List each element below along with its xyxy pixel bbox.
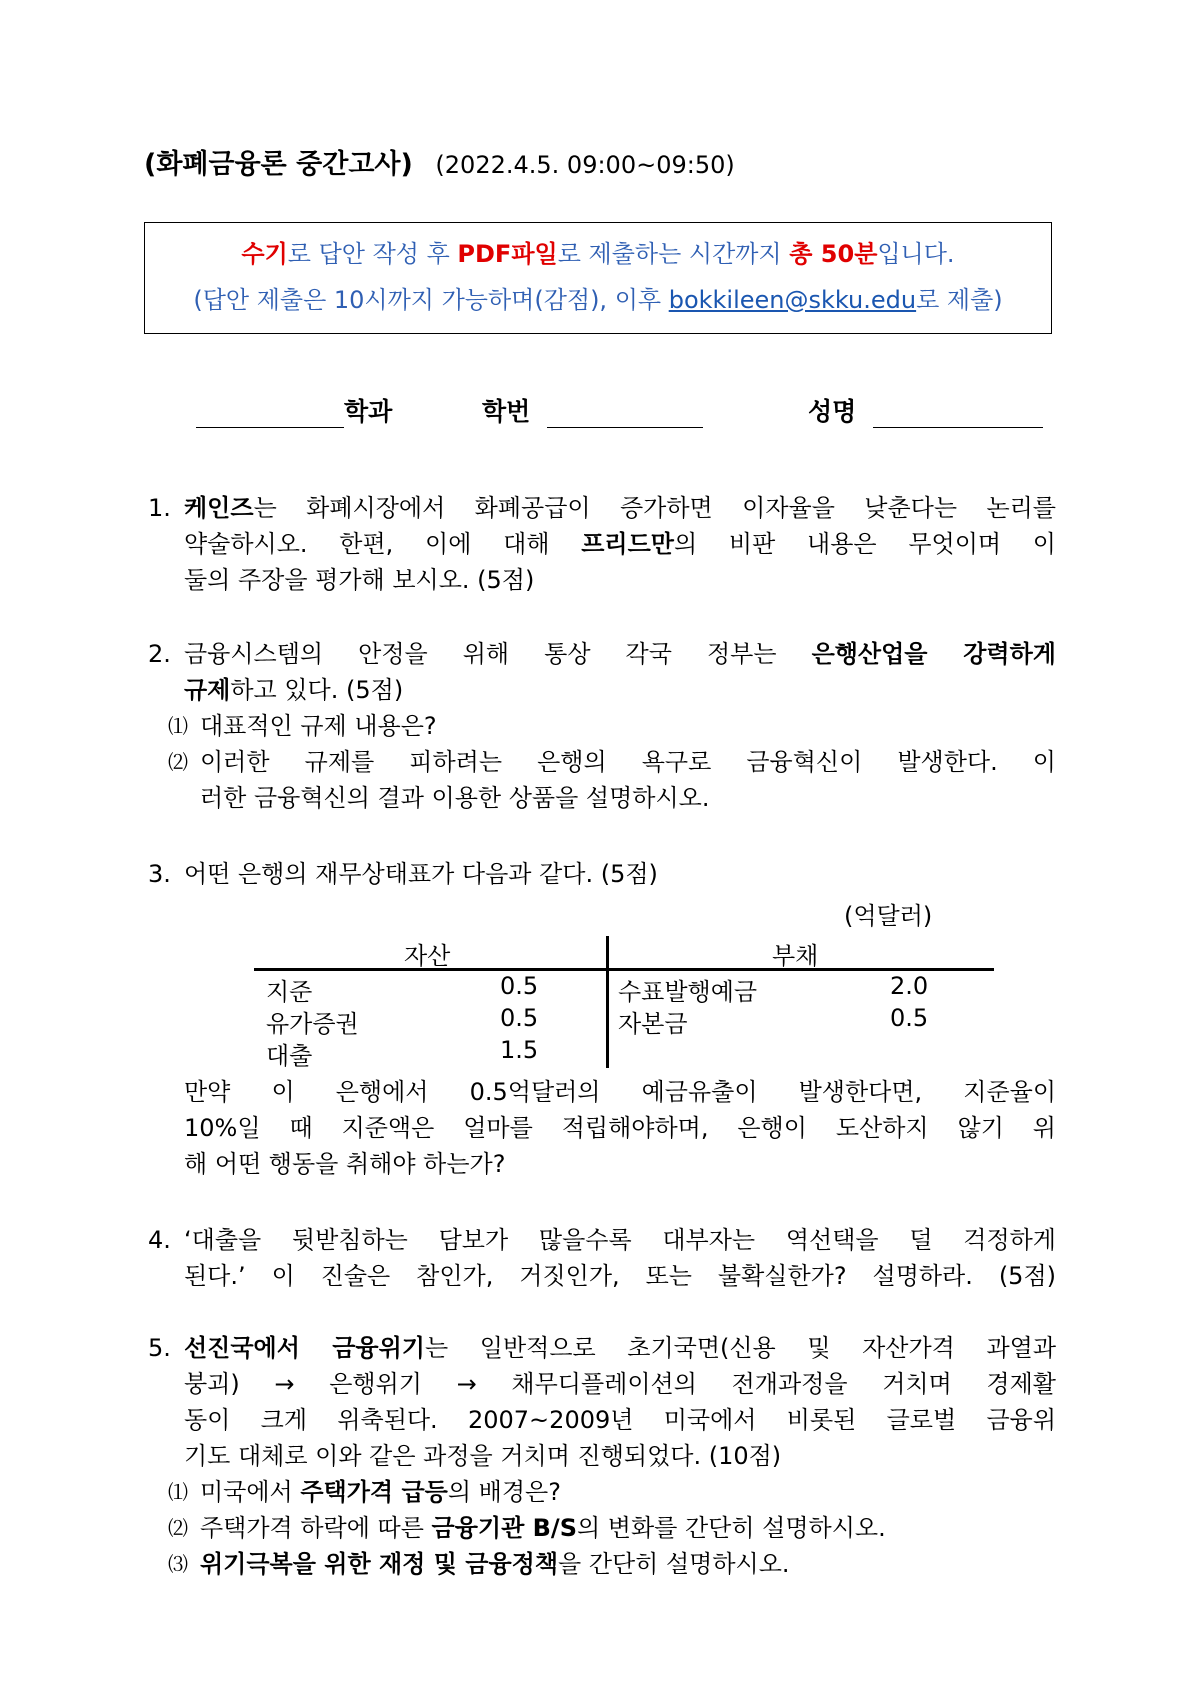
unit-label: (억달러) — [844, 902, 933, 930]
liabilities-header: 부채 — [772, 942, 819, 970]
notice-box — [144, 222, 1052, 334]
question-3-followup — [148, 1074, 1056, 1182]
question-2-sub-2-line-2: 러한 금융혁신의 결과 이용한 상품을 설명하시오. — [200, 784, 710, 812]
question-3-after-line-3: 해 어떤 행동을 취해야 하는가? — [184, 1150, 506, 1178]
question-2-sub-1 — [164, 708, 1056, 744]
question-1 — [148, 490, 1056, 598]
text: 대표적인 규제 내용은? — [200, 712, 437, 740]
notice-line-2 — [145, 277, 1051, 323]
notice-handwritten: 수기 — [241, 240, 288, 268]
question-2-line-1 — [184, 636, 1056, 672]
question-5-sub-1 — [164, 1474, 1056, 1510]
question-5-line-2: 붕괴) → 은행위기 → 채무디플레이션의 전개과정을 거치며 경제활 — [184, 1370, 1056, 1398]
text: 는 일반적으로 초기국면(신용 및 자산가격 과열과 — [424, 1334, 1057, 1362]
sub-number: ⑶ — [168, 1552, 188, 1576]
exam-title-text: (화폐금융론 중간고사) — [144, 149, 413, 180]
sub-number: ⑴ — [168, 714, 188, 738]
t-account-vertical-line — [606, 936, 609, 1068]
question-3-after-line-2: 10%일 때 지준액은 얼마를 적립해야하며, 은행이 도산하지 않기 위 — [184, 1114, 1056, 1142]
text: 는 화폐시장에서 화폐공급이 증가하면 이자율을 낮춘다는 논리를 — [253, 494, 1056, 522]
department-field[interactable] — [196, 392, 392, 428]
keyword: 케인즈 — [184, 494, 254, 522]
email-link[interactable]: bokkileen@skku.edu — [668, 286, 917, 314]
text: 하고 있다. (5점) — [230, 676, 404, 704]
question-4-line-1: ‘대출을 뒷받침하는 담보가 많을수록 대부자는 역선택을 덜 걱정하게 — [184, 1226, 1056, 1254]
question-2 — [148, 636, 1056, 816]
question-5 — [148, 1330, 1056, 1582]
notice-pdf: PDF파일 — [457, 240, 558, 268]
text: 주택가격 하락에 따른 — [200, 1514, 432, 1542]
asset-value: 0.5 — [500, 1004, 539, 1032]
text: 의 비판 내용은 무엇이며 이 — [674, 530, 1056, 558]
student-id-blank[interactable] — [547, 401, 703, 428]
exam-datetime: (2022.4.5. 09:00~09:50) — [435, 151, 735, 179]
notice-text: 입니다. — [877, 240, 955, 268]
name-label: 성명 — [808, 397, 857, 426]
liability-value: 2.0 — [890, 972, 929, 1000]
notice-text: 로 답안 작성 후 — [287, 240, 458, 268]
question-4-line-2: 된다.’ 이 진술은 참인가, 거짓인가, 또는 불확실한가? 설명하라. (5점) — [184, 1262, 1056, 1290]
keyword: 규제 — [184, 676, 231, 704]
notice-text: 로 제출하는 시간까지 — [557, 240, 790, 268]
assets-header: 자산 — [404, 942, 451, 970]
notice-total-time: 총 50분 — [789, 240, 878, 268]
sub-number: ⑴ — [168, 1480, 188, 1504]
department-label: 학과 — [344, 397, 393, 426]
question-3-after-line-1: 만약 이 은행에서 0.5억달러의 예금유출이 발생한다면, 지준율이 — [184, 1078, 1056, 1106]
question-5-line-4: 기도 대체로 이와 같은 과정을 거치며 진행되었다. (10점) — [184, 1442, 782, 1470]
keyword: 위기극복을 위한 재정 및 금융정책 — [200, 1550, 558, 1578]
liability-name: 수표발행예금 — [618, 978, 758, 1006]
keyword: 프리드만 — [581, 530, 674, 558]
question-number: 5. — [148, 1334, 171, 1362]
student-id-field[interactable] — [482, 392, 703, 428]
balance-sheet — [254, 902, 994, 1070]
question-5-sub-3 — [164, 1546, 1056, 1582]
name-blank[interactable] — [873, 401, 1043, 428]
text: 미국에서 — [200, 1478, 301, 1506]
question-5-line-3: 동이 크게 위축된다. 2007~2009년 미국에서 비롯된 글로벌 금융위 — [184, 1406, 1056, 1434]
question-number: 2. — [148, 640, 171, 668]
notice-text: (답안 제출은 10시까지 가능하며(감점), 이후 — [193, 286, 669, 314]
exam-title — [144, 142, 735, 181]
keyword: 금융기관 B/S — [431, 1514, 577, 1542]
keyword: 주택가격 급등 — [300, 1478, 448, 1506]
text: 이러한 규제를 피하려는 은행의 욕구로 금융혁신이 발생한다. 이 — [200, 748, 1056, 776]
text: 을 간단히 설명하시오. — [558, 1550, 790, 1578]
question-number: 1. — [148, 494, 171, 522]
question-3 — [148, 856, 1056, 892]
sub-number: ⑵ — [168, 1516, 188, 1540]
question-2-sub-2 — [164, 744, 1056, 780]
asset-name: 유가증권 — [266, 1010, 359, 1038]
question-2-line-2 — [184, 672, 1056, 708]
text: 금융시스템의 안정을 위해 통상 각국 정부는 — [184, 640, 812, 668]
notice-line-1 — [145, 231, 1051, 277]
notice-text: 로 제출) — [916, 286, 1003, 314]
student-id-label: 학번 — [482, 397, 531, 426]
keyword: 은행산업을 강력하게 — [811, 640, 1056, 668]
question-5-sub-2 — [164, 1510, 1056, 1546]
keyword: 선진국에서 금융위기 — [184, 1334, 425, 1362]
question-3-line-1: 어떤 은행의 재무상태표가 다음과 같다. (5점) — [184, 860, 658, 888]
question-number: 3. — [148, 860, 171, 888]
question-4 — [148, 1222, 1056, 1294]
question-1-line-2 — [184, 526, 1056, 562]
question-number: 4. — [148, 1226, 171, 1254]
asset-value: 1.5 — [500, 1036, 539, 1064]
t-account-horizontal-line — [254, 968, 994, 971]
text: 의 변화를 간단히 설명하시오. — [576, 1514, 886, 1542]
asset-name: 지준 — [266, 978, 313, 1006]
question-1-line-3: 둘의 주장을 평가해 보시오. (5점) — [184, 566, 535, 594]
name-field[interactable] — [808, 392, 1043, 428]
liability-name: 자본금 — [618, 1010, 688, 1038]
department-blank[interactable] — [196, 401, 344, 428]
text: 의 배경은? — [447, 1478, 561, 1506]
liability-value: 0.5 — [890, 1004, 929, 1032]
text: 약술하시오. 한편, 이에 대해 — [184, 530, 582, 558]
asset-name: 대출 — [266, 1042, 313, 1070]
sub-number: ⑵ — [168, 750, 188, 774]
question-1-line-1 — [184, 490, 1056, 526]
asset-value: 0.5 — [500, 972, 539, 1000]
question-5-line-1 — [184, 1330, 1056, 1366]
